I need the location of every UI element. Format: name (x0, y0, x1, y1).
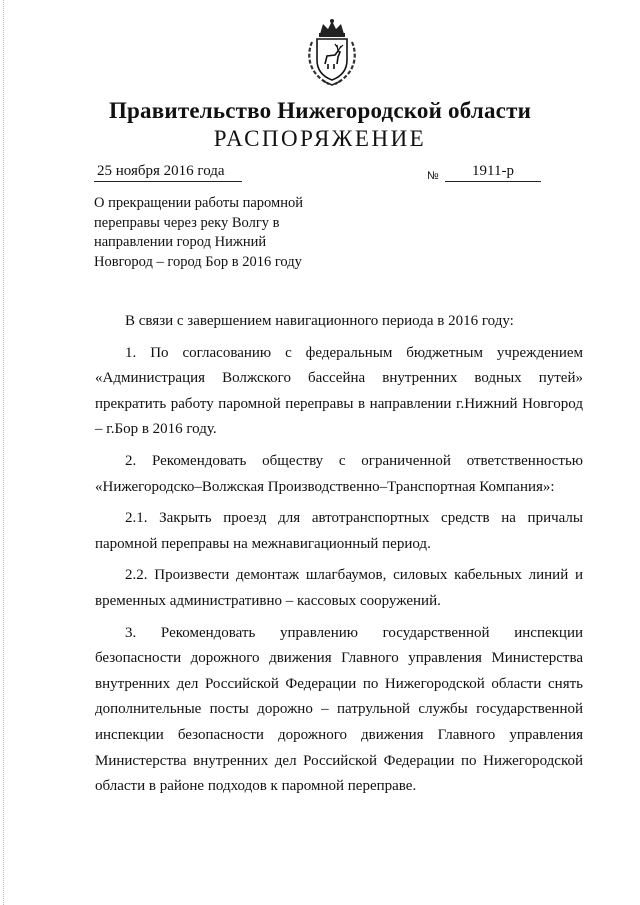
subject-line: О прекращении работы паромной (94, 195, 303, 211)
document-type: РАСПОРЯЖЕНИЕ (213, 126, 427, 151)
organization-title: Правительство Нижегородской области (108, 98, 532, 123)
document-date: 25 ноября 2016 года (97, 163, 225, 179)
item-3-paragraph: 3. Рекомендовать управлению государственной инспекции безопасности дорожного движения Главного управления Министерства внутренних дел Российской Федерации по Нижегородской области снять дополнительные посты дорожно – патрульной службы государственной инспекции безопасности дорожного движения Главного управления Министерства внутренних дел Российской Федерации по Нижегородской области в районе подходов к паромной переправе. (95, 624, 583, 795)
item-2-paragraph: 2. Рекомендовать обществу с ограниченной ответственностью «Нижегородско–Волжская Производственно–Транспортная Компания»: (95, 452, 583, 495)
number-underline (445, 181, 541, 182)
date-underline (94, 181, 242, 182)
document-subject (94, 194, 321, 272)
subject-line: направлении город Нижний (94, 234, 267, 250)
document-number: 1911-р (472, 163, 514, 179)
item-1-paragraph: 1. По согласованию с федеральным бюджетным учреждением «Администрация Волжского бассейна внутренних водных путей» прекратить работу паромной переправы в направлении г.Нижний Новгород – г.Бор в 2016 году. (95, 344, 583, 438)
item-2-1-paragraph: 2.1. Закрыть проезд для автотранспортных средств на причалы паромной переправы на межнавигационный период. (95, 510, 583, 552)
document-body (95, 309, 583, 800)
subject-line: Новгород – город Бор в 2016 году (94, 253, 302, 270)
item-2-2-paragraph: 2.2. Произвести демонтаж шлагбаумов, силовых кабельных линий и временных административно – кассовых сооружений. (95, 567, 583, 609)
number-sign: № (427, 170, 439, 182)
preamble-paragraph: В связи с завершением навигационного периода в 2016 году: (125, 313, 514, 329)
nizhny-novgorod-coat-of-arms-icon (303, 18, 361, 88)
subject-line: переправы через реку Волгу в (94, 214, 280, 231)
